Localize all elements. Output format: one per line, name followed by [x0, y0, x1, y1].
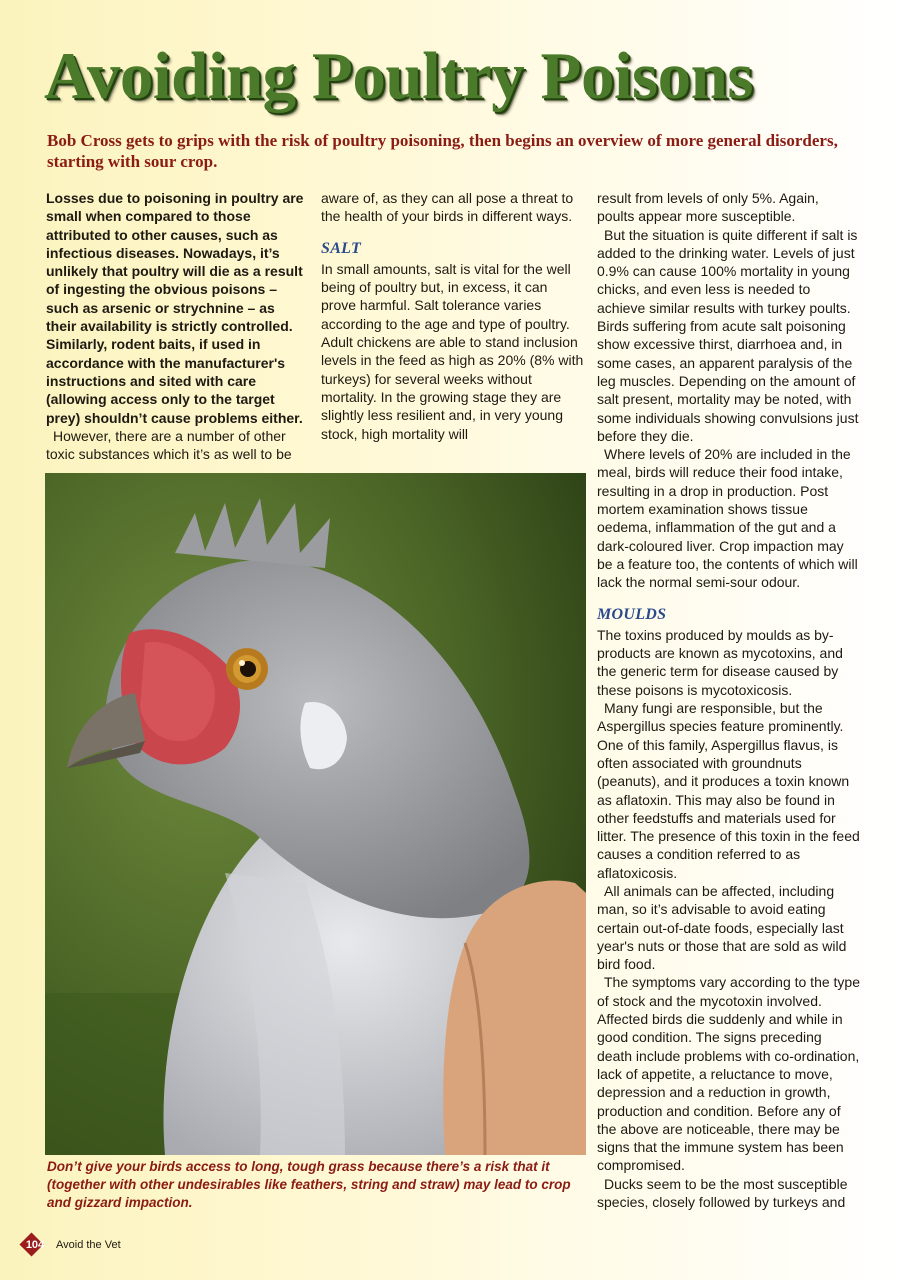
body-paragraph: In small amounts, salt is vital for the well being of poultry but, in excess, it can prove harmful. Salt tolerance varies according to the age and type of poultry. Adult chickens are able to stand inclusion levels in the feed as high as 20% (8% with turkeys) for several weeks without mortality. In the growing stage they are slightly less resilient and, in very young stock, high mortality will	[321, 260, 584, 442]
page-footer	[20, 1233, 121, 1257]
lead-paragraph: Losses due to poisoning in poultry are small when compared to those attributed to other causes, such as infectious diseases. Nowadays, it’s unlikely that poultry will die as a result of ingesting the obvious poisons – such as arsenic or strychnine – as their availability is strictly controlled. Similarly, rodent baits, if used in accordance with the manufacturer's instructions and sited with care (allowing access only to the target prey) shouldn’t cause problems either.	[46, 190, 304, 426]
photo-caption: Don’t give your birds access to long, tough grass because there’s a risk that it (together with other undesirables like feathers, string and straw) may lead to crop and gizzard impaction.	[47, 1159, 571, 1210]
standfirst: Bob Cross gets to grips with the risk of poultry poisoning, then begins an overview of more general disorders, starting with sour crop.	[47, 131, 838, 171]
body-paragraph: The toxins produced by moulds as by-products are known as mycotoxins, and the generic term for disease caused by these poisons is mycotoxicosis.	[597, 626, 843, 698]
chicken-illustration	[45, 473, 586, 1155]
subheading-salt: SALT	[321, 239, 362, 257]
body-paragraph: The symptoms vary according to the type of stock and the mycotoxin involved. Affected birds die suddenly and while in good condition. The signs preceding death include problems with co-ordination, lack of appetite, a reluctance to move, depression and a reduction in growth, production and condition. Before any of the above are noticeable, there may be signs that the immune system has been compromised.	[597, 974, 860, 1174]
article-title: Avoiding Poultry Poisons	[44, 39, 753, 113]
body-paragraph: result from levels of only 5%. Again, poults appear more susceptible.	[597, 190, 819, 225]
subheading-moulds: MOULDS	[597, 605, 667, 623]
body-paragraph: Where levels of 20% are included in the meal, birds will reduce their food intake, resulting in a drop in production. Post mortem examination shows tissue oedema, inflammation of the gut and a dark-coloured liver. Crop impaction may be a feature too, the contents of which will lack the normal semi-sour odour.	[597, 446, 858, 591]
body-paragraph: aware of, as they can all pose a threat to the health of your birds in different ways.	[321, 190, 574, 225]
column-1	[46, 189, 306, 463]
page-number: 104	[25, 1239, 45, 1251]
footer-section-label: Avoid the Vet	[56, 1239, 121, 1251]
column-3	[597, 189, 860, 1211]
body-paragraph: However, there are a number of other toxic substances which it’s as well to be	[46, 427, 292, 463]
body-paragraph: All animals can be affected, including man, so it’s advisable to avoid eating certain out-of-date foods, especially last year's nuts or those that are sold as wild bird food.	[597, 882, 847, 973]
chicken-photo	[45, 473, 586, 1155]
body-paragraph: Ducks seem to be the most susceptible species, closely followed by turkeys and	[597, 1175, 848, 1211]
column-2	[321, 189, 585, 443]
body-paragraph: Many fungi are responsible, but the Aspergillus species feature prominently. One of this family, Aspergillus flavus, is often associated with groundnuts (peanuts), and it produces a toxin known as aflatoxin. This may also be found in other feedstuffs and materials used for litter. The presence of this toxin in the feed causes a condition referred to as aflatoxicosis.	[597, 700, 860, 881]
body-paragraph: But the situation is quite different if salt is added to the drinking water. Levels of just 0.9% can cause 100% mortality in young chicks, and even less is needed to achieve similar results with turkey poults. Birds suffering from acute salt poisoning show excessive thirst, diarrhoea and, in some cases, an apparent paralysis of the leg muscles. Depending on the amount of salt present, mortality may be noted, with some individuals showing convulsions just before they die.	[597, 226, 859, 444]
